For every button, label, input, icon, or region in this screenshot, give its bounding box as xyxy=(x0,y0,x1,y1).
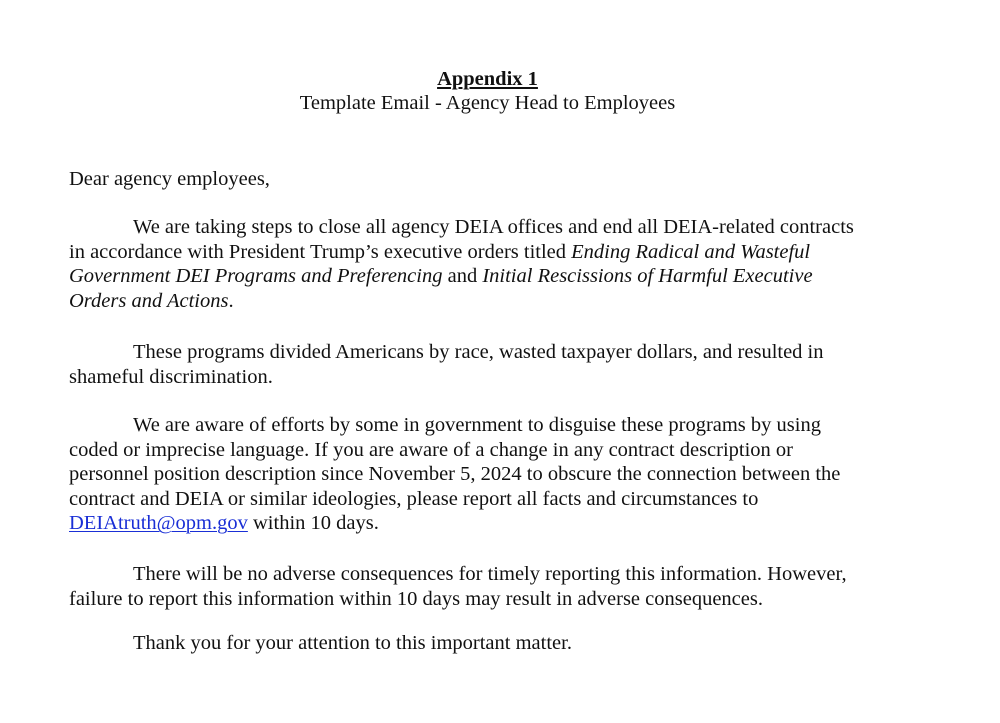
paragraph-line: These programs divided Americans by race, wasted taxpayer dollars, and resulted in xyxy=(133,341,824,363)
paragraph-line xyxy=(69,289,949,314)
paragraph-consequences xyxy=(69,562,949,611)
closing-line xyxy=(69,631,949,656)
paragraph-line: contract and DEIA or similar ideologies, please report all facts and circumstances to xyxy=(69,487,759,510)
order-title-italic: Initial Rescissions of Harmful Executive xyxy=(482,265,813,287)
paragraph-line: We are taking steps to close all agency DEIA offices and end all DEIA-related contracts xyxy=(133,216,854,238)
appendix-subtitle: Template Email - Agency Head to Employees xyxy=(299,92,676,114)
paragraph-line: failure to report this information within 10 days may result in adverse consequences. xyxy=(69,587,763,610)
appendix-title: Appendix 1 xyxy=(437,68,538,90)
order-title-italic: Ending Radical and Wasteful xyxy=(571,240,811,263)
paragraph-line: There will be no adverse consequences for timely reporting this information. However, xyxy=(133,563,847,585)
order-title-italic: Government DEI Programs and Preferencing xyxy=(69,265,443,287)
paragraph-line: shameful discrimination. xyxy=(69,365,273,388)
text-span: and xyxy=(442,265,483,287)
paragraph-line: We are aware of efforts by some in government to disguise these programs by using xyxy=(133,414,821,436)
paragraph-report-request xyxy=(69,413,949,536)
text-span: within 10 days. xyxy=(247,512,379,534)
paragraph-line: personnel position description since November 5, 2024 to obscure the connection between the xyxy=(69,463,841,485)
order-title-italic: Orders and Actions xyxy=(69,289,229,312)
paragraph-deia-closure xyxy=(69,215,949,313)
paragraph-programs-divided xyxy=(69,340,949,389)
paragraph-line xyxy=(69,264,949,289)
salutation: Dear agency employees, xyxy=(69,168,270,190)
paragraph-line: Thank you for your attention to this important matter. xyxy=(133,632,572,654)
email-link[interactable]: DEIAtruth@opm.gov xyxy=(69,512,248,534)
paragraph-line xyxy=(69,240,949,265)
paragraph-line xyxy=(69,511,949,536)
text-span: in accordance with President Trump’s executive orders titled xyxy=(69,240,572,263)
paragraph-line: coded or imprecise language. If you are aware of a change in any contract description or xyxy=(69,438,794,461)
text-span: . xyxy=(228,289,234,312)
